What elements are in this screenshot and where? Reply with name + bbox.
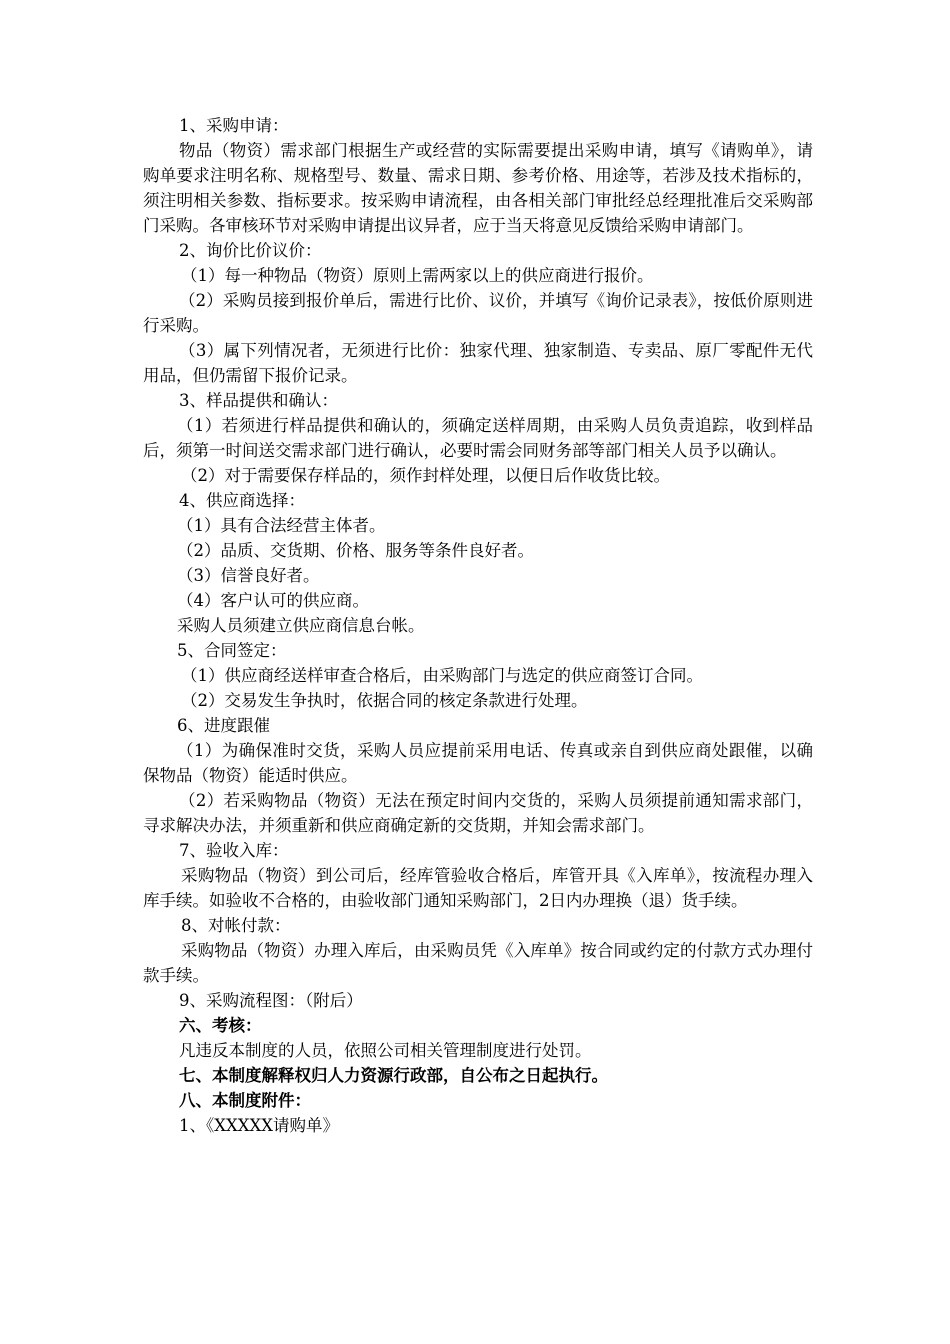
section-6-item-1: （1）为确保准时交货，采购人员应提前采用电话、传真或亲自到供应商处跟催，以确保物品（物资）能适时供应。	[143, 741, 813, 785]
section-9-heading: 9、采购流程图：（附后）	[179, 991, 363, 1010]
section-2-item-1: （1）每一种物品（物资）原则上需两家以上的供应商进行报价。	[181, 266, 654, 285]
section-4-item-4: （4）客户认可的供应商。	[177, 591, 369, 610]
section-4-item-1: （1）具有合法经营主体者。	[177, 516, 386, 535]
section-7-body: 采购物品（物资）到公司后，经库管验收合格后，库管开具《入库单》，按流程办理入库手续。如验收不合格的，由验收部门通知采购部门，2日内办理换（退）货手续。	[143, 866, 813, 910]
part-6-body: 凡违反本制度的人员，依照公司相关管理制度进行处罚。	[179, 1041, 592, 1060]
section-4-item-3: （3）信誉良好者。	[177, 566, 320, 585]
section-6-heading: 6、进度跟催	[177, 716, 270, 735]
section-4-note: 采购人员须建立供应商信息台帐。	[177, 616, 425, 635]
section-8-heading: 8、对帐付款：	[181, 916, 291, 935]
part-6-heading: 六、考核：	[179, 1016, 262, 1035]
document-body	[143, 113, 813, 1138]
section-4-item-2: （2）品质、交货期、价格、服务等条件良好者。	[177, 541, 534, 560]
section-5-item-1: （1）供应商经送样审查合格后，由采购部门与选定的供应商签订合同。	[181, 666, 703, 685]
part-8-item-1: 1、《XXXXX请购单》	[179, 1116, 339, 1135]
section-3-heading: 3、样品提供和确认：	[179, 391, 338, 410]
section-6-item-2: （2）若采购物品（物资）无法在预定时间内交货的，采购人员须提前通知需求部门，寻求解决办法，并须重新和供应商确定新的交货期，并知会需求部门。	[143, 791, 813, 835]
section-8-body: 采购物品（物资）办理入库后，由采购员凭《入库单》按合同或约定的付款方式办理付款手续。	[143, 941, 813, 985]
section-3-item-1: （1）若须进行样品提供和确认的，须确定送样周期，由采购人员负责追踪，收到样品后，须第一时间送交需求部门进行确认，必要时需会同财务部等部门相关人员予以确认。	[143, 416, 813, 460]
section-2-item-2: （2）采购员接到报价单后，需进行比价、议价，并填写《询价记录表》，按低价原则进行采购。	[143, 291, 813, 335]
part-7-heading: 七、本制度解释权归人力资源行政部，自公布之日起执行。	[179, 1066, 608, 1085]
part-8-heading: 八、本制度附件：	[179, 1091, 311, 1110]
section-5-heading: 5、合同签定：	[177, 641, 287, 660]
section-7-heading: 7、验收入库：	[179, 841, 289, 860]
section-1-body: 物品（物资）需求部门根据生产或经营的实际需要提出采购申请，填写《请购单》，请购单要求注明名称、规格型号、数量、需求日期、参考价格、用途等，若涉及技术指标的，须注明相关参数、指标要求。按采购申请流程，由各相关部门审批经总经理批准后交采购部门采购。各审核环节对采购申请提出议异者，应于当天将意见反馈给采购申请部门。	[143, 141, 813, 235]
section-5-item-2: （2）交易发生争执时，依据合同的核定条款进行处理。	[181, 691, 588, 710]
section-2-heading: 2、询价比价议价：	[179, 241, 322, 260]
section-4-heading: 4、供应商选择：	[179, 491, 305, 510]
section-2-item-3: （3）属下列情况者，无须进行比价：独家代理、独家制造、专卖品、原厂零配件无代用品，但仍需留下报价记录。	[143, 341, 813, 385]
section-3-item-2: （2）对于需要保存样品的，须作封样处理，以便日后作收货比较。	[181, 466, 670, 485]
section-1-heading: 1、采购申请：	[179, 116, 289, 135]
